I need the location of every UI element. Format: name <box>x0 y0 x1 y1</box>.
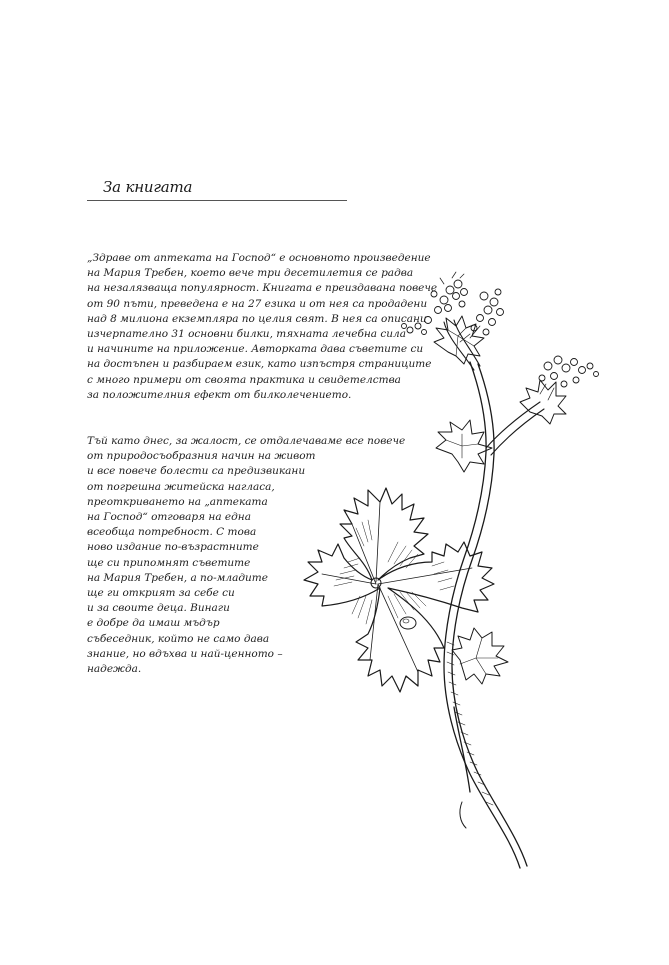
text-line: „Здраве от аптеката на Господ“ е основното произведение <box>87 252 431 264</box>
leaf-small <box>452 628 508 684</box>
text-line: изчерпателно 31 основни билки, тяхната лечебна сила <box>87 328 406 341</box>
flower-cluster-right <box>539 356 599 400</box>
text-line: ново издание по-възрастните <box>87 541 259 554</box>
bract-upper <box>434 316 484 364</box>
lady-mantle-plant-icon <box>248 262 608 882</box>
text-line: и начините на приложение. Авторката дава съветите си <box>87 343 424 356</box>
text-line: е добре да имаш мъдър <box>87 617 220 630</box>
text-line: знание, но вдъхва и най-ценното – <box>87 647 283 660</box>
text-line: с много примери от своята практика и свидетелства <box>87 373 401 386</box>
stem <box>444 362 527 868</box>
text-line: над 8 милиона екземпляра по целия свят. В нея са описани <box>87 312 427 325</box>
text-line: на достъпен и разбираем език, като изпъстря страниците <box>87 358 432 371</box>
bract-right <box>520 380 566 424</box>
text-line: и все повече болести са предизвикани <box>87 465 306 478</box>
text-line: ще ги открият за себе си <box>87 587 235 600</box>
flower-cluster-middle <box>460 289 504 342</box>
leaf-large <box>304 488 494 692</box>
text-line: Тъй като днес, за жалост, се отдалечаваме все повече <box>87 435 406 447</box>
text-line: ще си припомнят съветите <box>87 556 251 569</box>
section-title: За книгата <box>103 178 193 196</box>
bract-middle <box>436 420 492 472</box>
text-line: на Господ“ отговаря на една <box>87 511 251 524</box>
text-line: на Мария Требен, което вече три десетилетия се радва <box>87 267 414 280</box>
text-line: от природосъобразния начин на живот <box>87 450 316 463</box>
text-line: от 90 пъти, преведена е на 27 езика и от нея са продадени <box>87 297 428 310</box>
title-underline <box>87 200 347 201</box>
text-line: на Мария Требен, а по-младите <box>87 571 268 584</box>
text-line: за положителния ефект от билколечението. <box>87 388 352 401</box>
text-line: и за своите деца. Винаги <box>87 602 230 615</box>
text-line: на незалязваща популярност. Книгата е преиздавана повече <box>87 282 438 295</box>
flower-cluster-top <box>402 272 468 335</box>
text-line: всеобща потребност. С това <box>87 526 257 539</box>
text-line: преоткриването на „аптеката <box>87 495 268 508</box>
text-line: събеседник, който не само дава <box>87 632 270 645</box>
text-line: надежда. <box>87 663 142 676</box>
text-line: от погрешна житейска нагласа, <box>87 480 275 493</box>
